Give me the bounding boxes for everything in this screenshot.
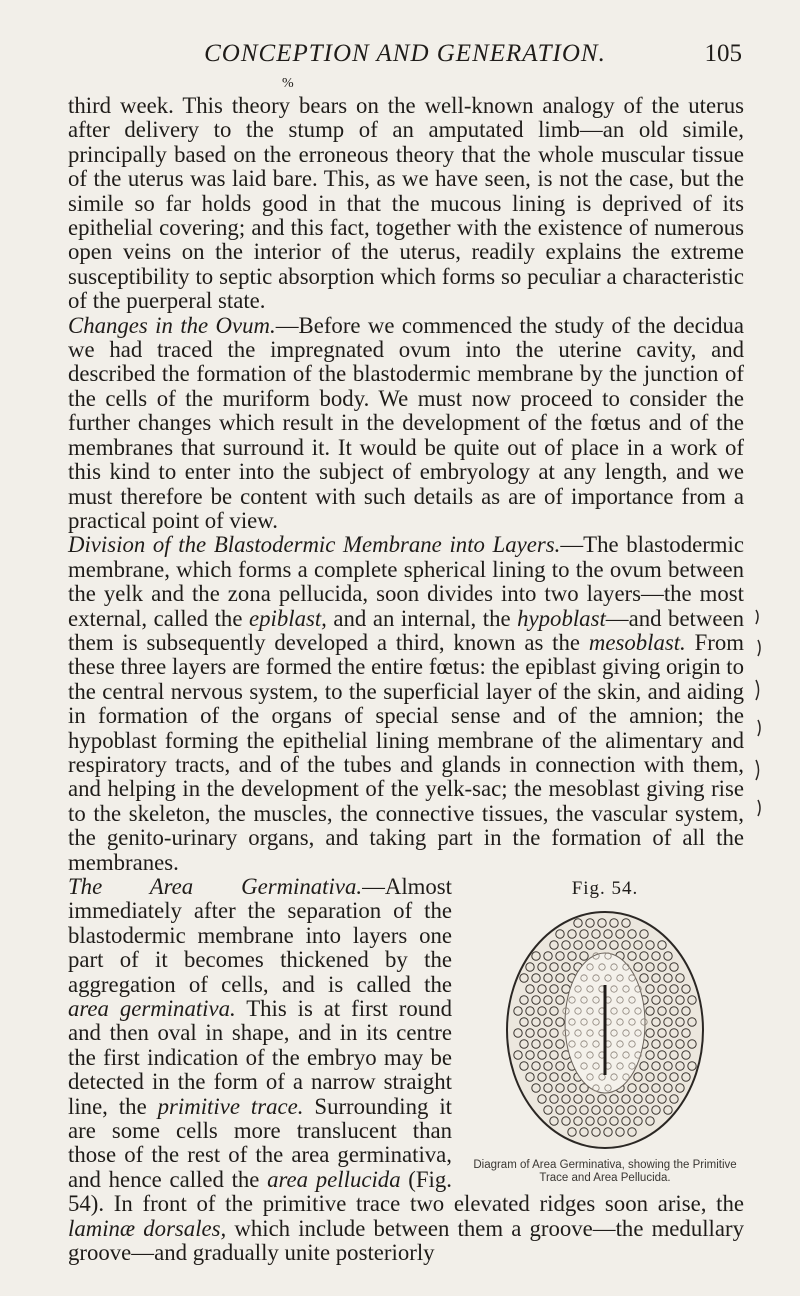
- figure-label: Fig. 54.: [571, 878, 639, 899]
- figure-54: [462, 877, 748, 1185]
- margin-bracket-marks: [750, 600, 770, 830]
- section-heading-changes-in-ovum: Changes in the Ovum.: [68, 312, 276, 338]
- figure-wrap-area: [68, 875, 744, 1266]
- body-text: [68, 94, 744, 1266]
- paragraph-2: Changes in the Ovum.—Before we commenced the study of the decidua we had traced the impregnated ovum into the uterine cavity, and described the formation of the blastodermic membrane by the junction of the cells of the muriform body. We must now proceed to consider the further changes which result in the development of the fœtus and of the membranes that surround it. It would be quite out of place in a work of this kind to enter into the subject of embryology at any length, and we must therefore be content with such details as are of importance from a practical point of view.: [68, 312, 744, 533]
- running-title: CONCEPTION AND GENERATION.: [204, 40, 606, 67]
- section-heading-area-germinativa: The Area Germinativa.: [68, 874, 363, 899]
- area-germinativa-diagram: [500, 905, 710, 1155]
- running-head: [68, 40, 742, 80]
- paragraph-4: The Area Germinativa.—Almost immediately after the separation of the blastodermic membrane into layers one part of it becomes thickened by the aggregation of cells, and is called the area germinativa. This is at first round and then oval in shape, and in its centre the first indication of the embryo may be detected in the form of a narrow straight line, the primitive trace. Surrounding it are some cells more translucent than those of the rest of the area germinativa, and hence called the area pellucida (Fig. 54). In front of the primitive trace two elevated ridges soon arise, the laminæ dorsales, which include between them a groove—the medullary groove—and gradually unite posteriorly: [68, 874, 744, 1266]
- paragraph-1: third week. This theory bears on the well-known analogy of the uterus after delivery to the stump of an amputated limb—an old simile, principally based on the erroneous theory that the whole muscular tissue of the uterus was laid bare. This, as we have seen, is not the case, but the simile so far holds good in that the mucous lining is deprived of its epithelial covering; and this fact, together with the existence of numerous open veins on the interior of the uterus, readily explains the extreme susceptibility to septic absorption which forms so peculiar a characteristic of the puerperal state.: [68, 93, 744, 314]
- page-number: 105: [704, 40, 742, 67]
- figure-caption: Diagram of Area Germinativa, showing the Primitive Trace and Area Pellucida.: [473, 1159, 737, 1185]
- paragraph-3: Division of the Blastodermic Membrane into Layers.—The blastodermic membrane, which forms a complete spherical lining to the ovum between the yelk and the zona pellucida, soon divides into two layers—the most external, called the epiblast, and an internal, the hypoblast—and between them is subsequently developed a third, known as the mesoblast. From these three layers are formed the entire fœtus: the epiblast giving origin to the central nervous system, to the superficial layer of the skin, and aiding in formation of the organs of special sense and of the amnion; the hypoblast forming the epithelial lining membrane of the alimentary and respiratory tracts, and of the tubes and glands in connection with them, and helping in the development of the yelk-sac; the mesoblast giving rise to the skeleton, the muscles, the connective tissues, the vascular system, the genito-urinary organs, and taking part in the formation of all the membranes.: [68, 532, 744, 875]
- printer-mark: %: [282, 76, 294, 91]
- section-heading-division-layers: Division of the Blastodermic Membrane into Layers.: [68, 532, 561, 558]
